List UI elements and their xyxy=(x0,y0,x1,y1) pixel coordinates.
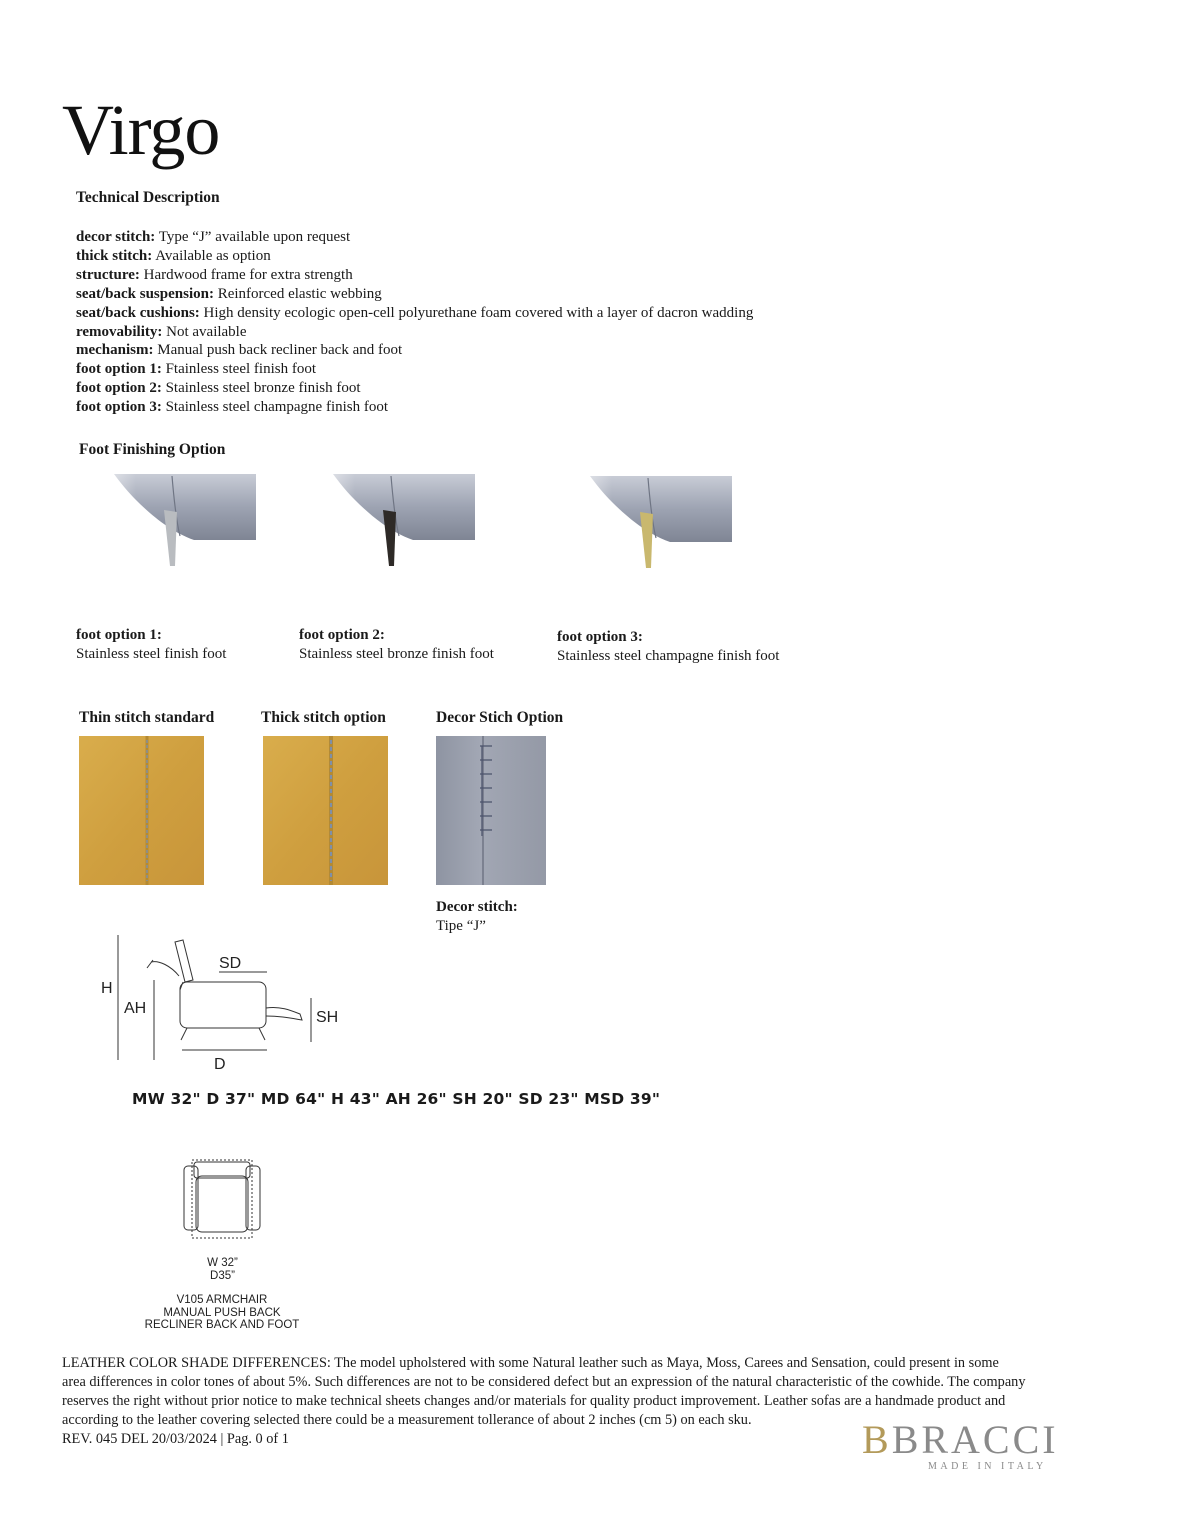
thin-stitch-swatch xyxy=(79,736,204,885)
logo-word: BRACCI xyxy=(891,1417,1059,1462)
spec-row xyxy=(76,360,753,379)
spec-row xyxy=(76,304,753,323)
logo-b-monogram: B xyxy=(862,1417,892,1462)
spec-row xyxy=(76,228,753,247)
logo-wordmark xyxy=(862,1416,1112,1463)
spec-value: Manual push back recliner back and foot xyxy=(157,342,403,359)
decor-stitch-label: Decor stitch: xyxy=(436,899,518,915)
plan-depth: D35” xyxy=(210,1269,235,1282)
foot-option-3-caption xyxy=(557,628,779,666)
revision-line: REV. 045 DEL 20/03/2024 | Pag. 0 of 1 xyxy=(62,1431,289,1447)
plan-caption xyxy=(122,1294,322,1332)
disclaimer-line: LEATHER COLOR SHADE DIFFERENCES: The model upholstered with some Natural leather such as Maya, Moss, Carees and Sensation, could present in some xyxy=(62,1355,999,1371)
spec-value: Hardwood frame for extra strength xyxy=(143,266,353,283)
logo-tagline: MADE IN ITALY xyxy=(928,1461,1047,1472)
foot-option-2-image xyxy=(295,470,475,570)
plan-view-diagram xyxy=(180,1158,265,1240)
spec-label: removability: xyxy=(76,323,163,340)
label-ah: AH xyxy=(124,1000,147,1017)
plan-caption-line: MANUAL PUSH BACK xyxy=(163,1306,281,1319)
spec-value: Stainless steel champagne finish foot xyxy=(165,399,389,416)
plan-width: W 32” xyxy=(207,1257,238,1269)
bracci-logo xyxy=(862,1416,1112,1472)
decor-stitch-value: Tipe “J” xyxy=(436,918,486,934)
side-dimension-diagram xyxy=(95,930,355,1075)
leg xyxy=(164,510,177,566)
spec-row xyxy=(76,323,753,342)
spec-list xyxy=(76,228,753,417)
foot-option-2-caption xyxy=(299,626,494,664)
foot-option-label: foot option 3: xyxy=(557,629,643,645)
spec-label: foot option 2: xyxy=(76,380,162,397)
disclaimer-line: reserves the right without prior notice to make technical sheets changes and/or materials for quality product improvement. Leather sofas are a handmade product and xyxy=(62,1393,1006,1409)
spec-label: structure: xyxy=(76,266,140,283)
spec-row xyxy=(76,341,753,360)
foot-option-desc: Stainless steel finish foot xyxy=(76,646,227,662)
spec-row xyxy=(76,266,753,285)
label-sh: SH xyxy=(316,1009,339,1026)
spec-label: decor stitch: xyxy=(76,229,156,245)
foot-option-desc: Stainless steel bronze finish foot xyxy=(299,646,494,662)
plan-caption-line: RECLINER BACK AND FOOT xyxy=(144,1319,300,1331)
spec-label: mechanism: xyxy=(76,342,154,359)
disclaimer-line: area differences in color tones of about 5%. Such differences are not to be considered defect but an expression of the natural characteristic of the cowhide. The company xyxy=(62,1374,1026,1390)
thick-stitch-swatch xyxy=(263,736,388,885)
technical-description-heading: Technical Description xyxy=(76,189,220,206)
foot-finishing-heading: Foot Finishing Option xyxy=(79,441,226,458)
decor-stitch-heading: Decor Stich Option xyxy=(436,709,564,726)
leg xyxy=(640,512,653,568)
thin-stitch-heading: Thin stitch standard xyxy=(79,709,215,726)
foot-option-1-image xyxy=(76,470,256,570)
decor-stitch-swatch xyxy=(436,736,546,885)
spec-value: Type “J” available upon request xyxy=(158,229,351,245)
foot-option-desc: Stainless steel champagne finish foot xyxy=(557,648,780,664)
plan-dimensions xyxy=(180,1257,265,1282)
spec-label: foot option 3: xyxy=(76,399,162,416)
spec-value: Not available xyxy=(166,323,247,340)
spec-label: foot option 1: xyxy=(76,361,162,378)
thick-stitch-heading: Thick stitch option xyxy=(261,709,386,726)
spec-row xyxy=(76,247,753,266)
spec-row xyxy=(76,379,753,398)
spec-value: Ftainless steel finish foot xyxy=(165,361,316,378)
foot-option-label: foot option 2: xyxy=(299,627,385,643)
spec-value: High density ecologic open-cell polyurethane foam covered with a layer of dacron wadding xyxy=(203,304,754,321)
foot-option-label: foot option 1: xyxy=(76,627,162,643)
spec-row xyxy=(76,398,753,417)
dimensions-line: MW 32" D 37" MD 64" H 43" AH 26" SH 20" SD 23" MSD 39" xyxy=(132,1090,661,1108)
foot-option-3-image xyxy=(552,472,732,572)
label-sd: SD xyxy=(219,955,242,972)
spec-label: seat/back cushions: xyxy=(76,304,200,321)
spec-row xyxy=(76,285,753,304)
spec-value: Available as option xyxy=(155,247,271,264)
foot-option-1-caption xyxy=(76,626,226,664)
spec-label: seat/back suspension: xyxy=(76,285,214,302)
label-h: H xyxy=(101,980,113,997)
disclaimer-line: according to the leather covering selected there could be a measurement tollerance of about 2 inches (cm 5) on each sku. xyxy=(62,1412,752,1428)
spec-label: thick stitch: xyxy=(76,247,153,264)
spec-value: Reinforced elastic webbing xyxy=(217,285,382,302)
plan-caption-line: V105 ARMCHAIR xyxy=(176,1294,268,1306)
decor-stitch-caption xyxy=(436,898,518,936)
spec-value: Stainless steel bronze finish foot xyxy=(165,380,361,397)
leg xyxy=(383,510,396,566)
label-d: D xyxy=(214,1056,226,1073)
page-title: Virgo xyxy=(62,90,220,170)
